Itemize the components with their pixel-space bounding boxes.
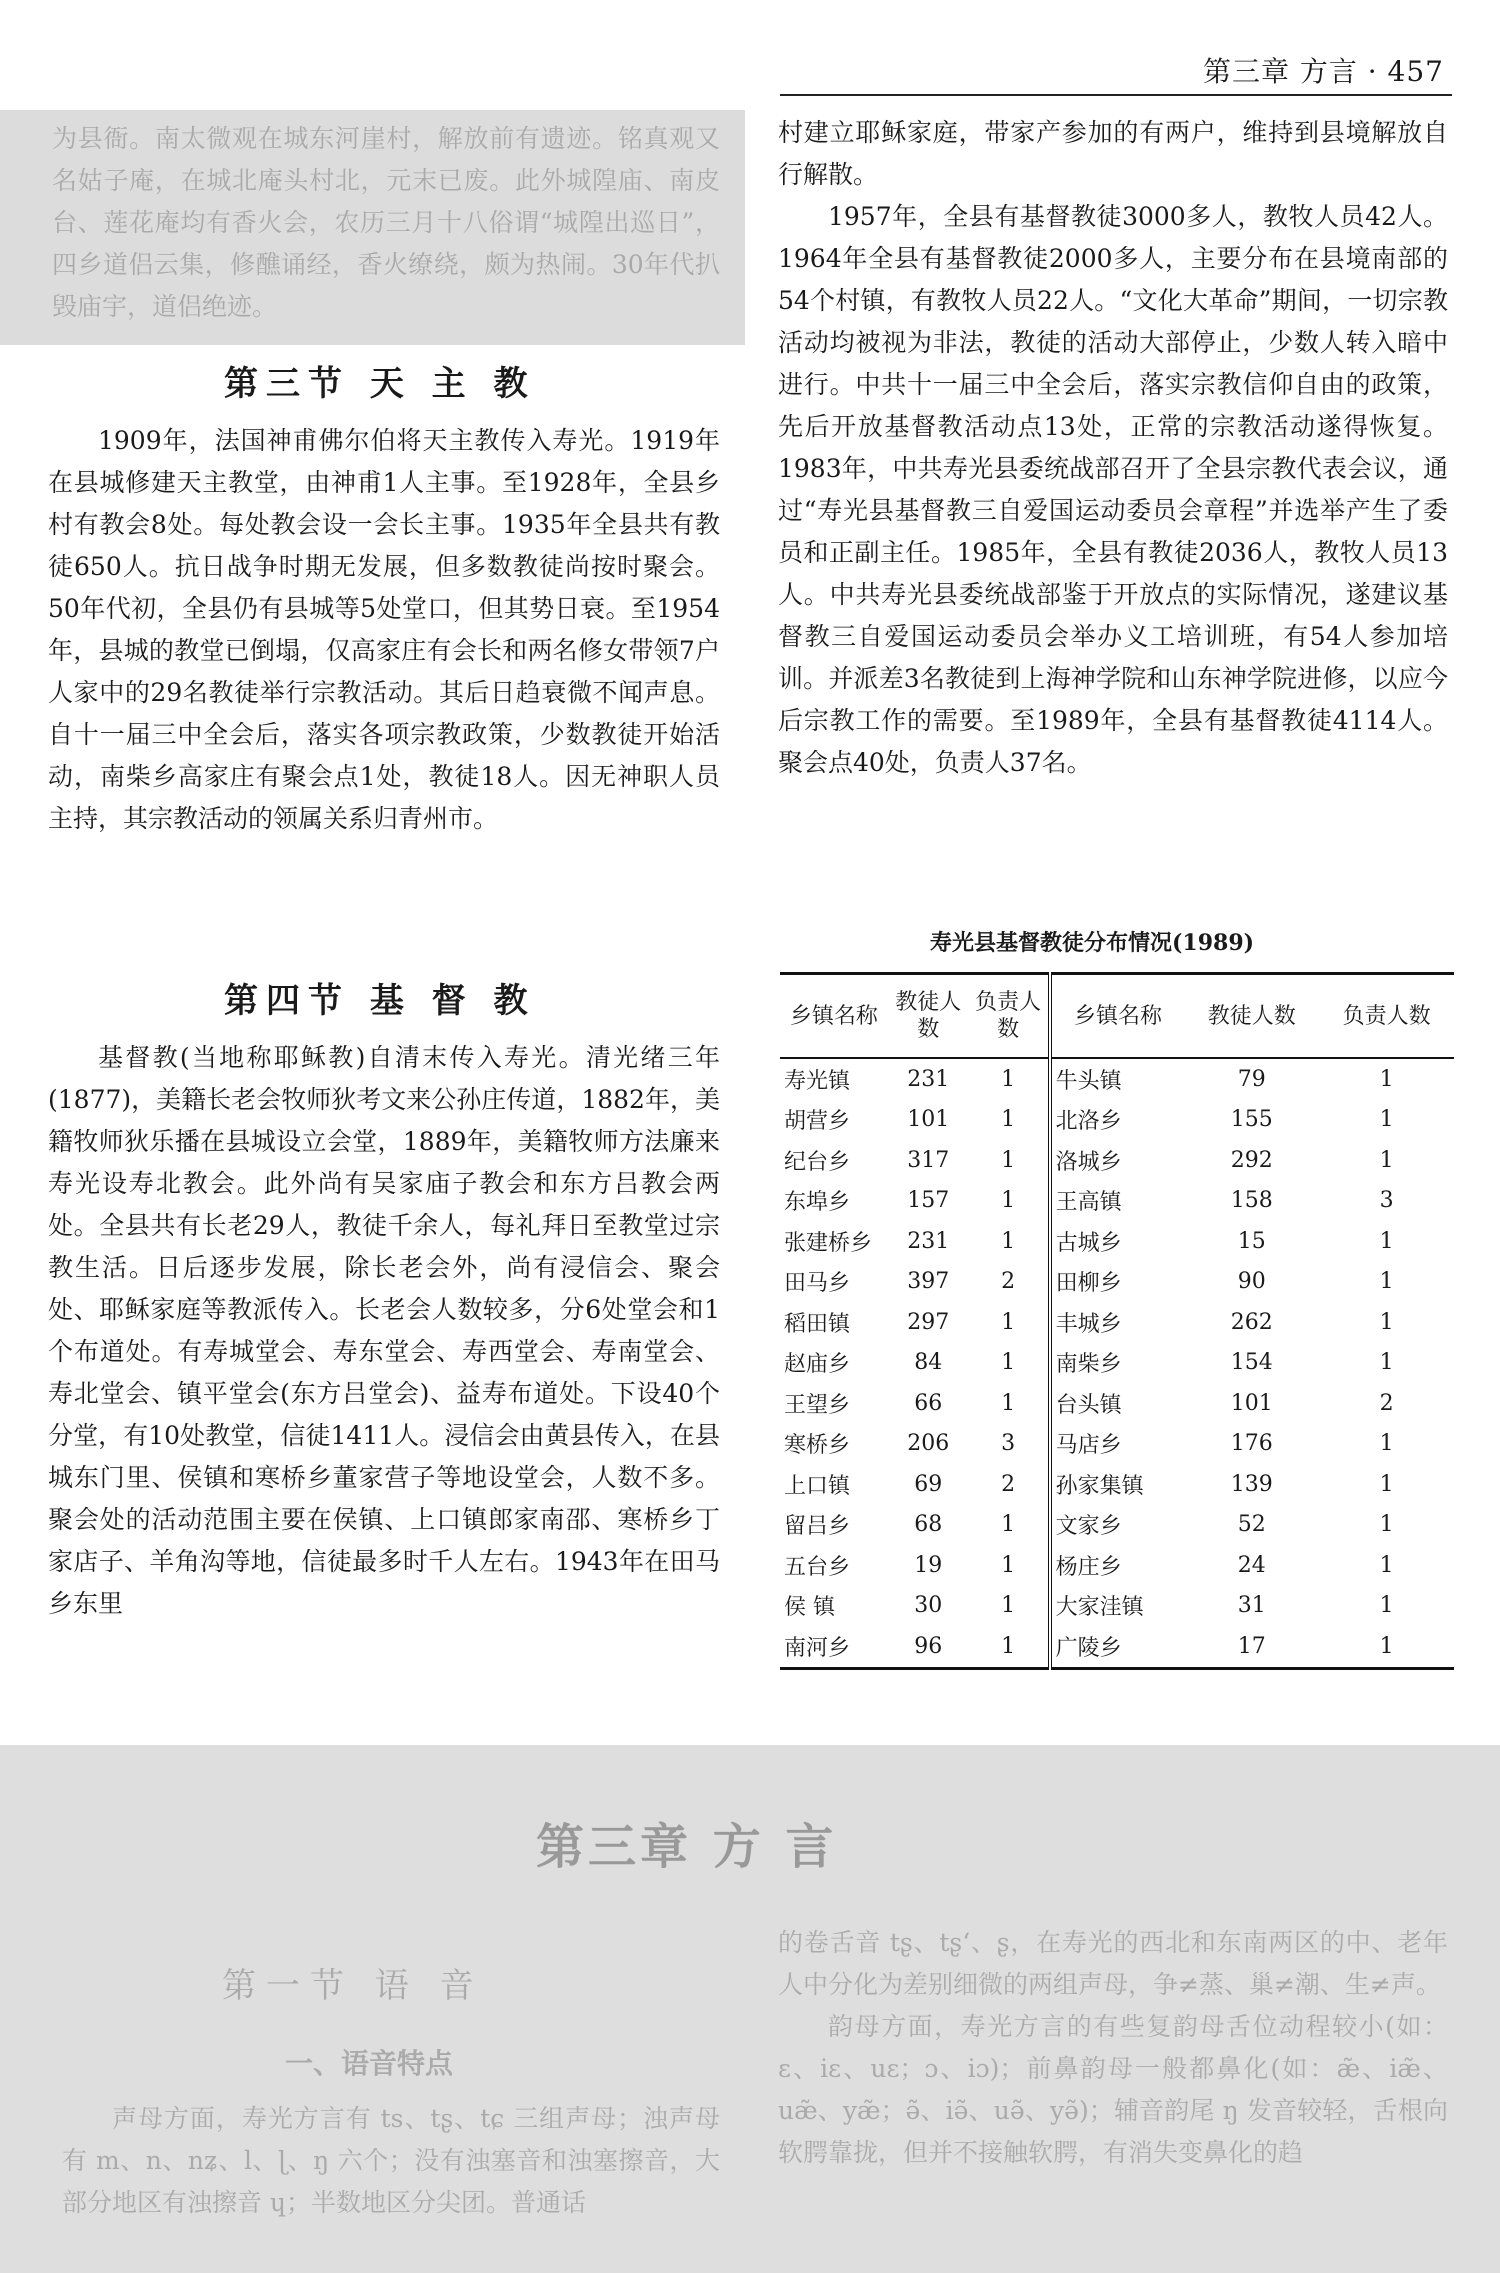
faded-right-paragraph-2: 韵母方面，寿光方言的有些复韵母舌位动程较小(如：ɛ、iɛ、uɛ；ɔ、iɔ)；前鼻韵母一般都鼻化(如：æ̃、iæ̃、uæ̃、yæ̃；ə̃、iə̃、uə̃、yə̃)；辅音韵尾 ŋ 发音较轻，舌根向软腭靠拢，但并不接触软腭，有消失变鼻化的趋 [778, 2012, 1448, 2167]
believers-cell: 397 [907, 1269, 950, 1295]
table-row [780, 1464, 1454, 1505]
town-cell: 台头镇 [1050, 1383, 1185, 1424]
leaders-cell: 1 [1379, 1269, 1394, 1295]
leaders-cell: 1 [1001, 1593, 1016, 1619]
table-header-row [780, 974, 1454, 1059]
leaders-cell: 1 [1001, 1390, 1016, 1416]
header-believers-1: 教徒人数 [888, 974, 969, 1059]
town-cell: 东埠乡 [784, 1190, 851, 1216]
page-number: 第三章 方言 · 457 [1202, 55, 1444, 88]
believers-cell: 52 [1237, 1512, 1266, 1538]
town-cell: 胡营乡 [784, 1109, 851, 1135]
leaders-cell: 1 [1001, 1309, 1016, 1335]
table-row [780, 1424, 1454, 1465]
leaders-cell: 1 [1001, 1350, 1016, 1376]
table-row [780, 1626, 1454, 1668]
leaders-cell: 1 [1379, 1431, 1394, 1457]
believers-cell: 68 [914, 1512, 943, 1538]
believers-cell: 231 [907, 1228, 950, 1254]
town-cell: 留吕乡 [784, 1514, 851, 1540]
believers-cell: 17 [1184, 1626, 1319, 1668]
header-town-1: 乡镇名称 [780, 974, 888, 1059]
town-cell: 北洛乡 [1050, 1100, 1185, 1141]
town-cell: 稻田镇 [784, 1311, 851, 1337]
town-cell: 文家乡 [1050, 1505, 1185, 1546]
leaders-cell: 1 [1379, 1350, 1394, 1376]
left-column-catholic [48, 420, 720, 840]
town-cell: 赵庙乡 [784, 1352, 851, 1378]
leaders-cell: 1 [1001, 1512, 1016, 1538]
table-caption: 寿光县基督教徒分布情况(1989) [930, 930, 1255, 956]
right-paragraph-2: 1957年，全县有基督教徒3000多人，教牧人员42人。1964年全县有基督教徒2000多人，主要分布在县境南部的54个村镇，有教牧人员22人。“文化大革命”期间，一切宗教活动均被视为非法，教徒的活动大部停止，少数人转入暗中进行。中共十一届三中全会后，落实宗教信仰自由的政策，先后开放基督教活动点13处，正常的宗教活动遂得恢复。1983年，中共寿光县委统战部召开了全县宗教代表会议，通过“寿光县基督教三自爱国运动委员会章程”并选举产生了委员和正副主任。1985年，全县有教徒2036人，教牧人员13人。中共寿光县委统战部鉴于开放点的实际情况，遂建议基督教三自爱国运动委员会举办义工培训班，有54人参加培训。并派差3名教徒到上海神学院和山东神学院进修，以应今后宗教工作的需要。至1989年，全县有基督教徒4114人。聚会点40处，负责人37名。 [778, 202, 1448, 777]
leaders-cell: 1 [1319, 1626, 1454, 1668]
believers-cell: 317 [907, 1147, 950, 1173]
believers-cell: 101 [1230, 1390, 1273, 1416]
leaders-cell: 1 [1001, 1552, 1016, 1578]
header-leaders-1: 负责人数 [969, 974, 1050, 1059]
faded-top-region [0, 110, 745, 345]
section-title-catholic: 第三节 天 主 教 [224, 364, 536, 404]
faded-paragraph: 为县衙。南太微观在城东河崖村，解放前有遗迹。铭真观又名姑子庵，在城北庵头村北，元末已废。此外城隍庙、南皮台、莲花庵均有香火会，农历三月十八俗谓“城隍出巡日”，四乡道侣云集，修醮诵经，香火缭绕，颇为热闹。30年代扒毁庙宇，道侣绝迹。 [52, 124, 720, 321]
believers-cell: 157 [907, 1188, 950, 1214]
table-row [780, 1302, 1454, 1343]
left-column-christian [48, 1037, 720, 1625]
table-row [780, 1100, 1454, 1141]
town-cell: 古城乡 [1050, 1221, 1185, 1262]
leaders-cell: 1 [1379, 1512, 1394, 1538]
believers-cell: 84 [914, 1350, 943, 1376]
believers-cell: 154 [1230, 1350, 1273, 1376]
believers-cell: 176 [1230, 1431, 1273, 1457]
table-row [780, 1262, 1454, 1303]
faded-left-text [62, 2098, 720, 2224]
believers-cell: 262 [1230, 1309, 1273, 1335]
believers-cell: 79 [1237, 1066, 1266, 1092]
section-title-phonetics: 第一节 语 音 [222, 1966, 484, 2006]
believers-cell: 231 [907, 1066, 950, 1092]
believers-cell: 292 [1230, 1147, 1273, 1173]
leaders-cell: 3 [1379, 1188, 1394, 1214]
town-cell: 孙家集镇 [1050, 1464, 1185, 1505]
believers-cell: 297 [907, 1309, 950, 1335]
town-cell: 南柴乡 [1050, 1343, 1185, 1384]
town-cell: 纪台乡 [784, 1149, 851, 1175]
town-cell: 牛头镇 [1050, 1058, 1185, 1100]
town-cell: 南河乡 [780, 1626, 888, 1668]
town-cell: 田马乡 [784, 1271, 851, 1297]
town-cell: 丰城乡 [1050, 1302, 1185, 1343]
leaders-cell: 3 [1001, 1431, 1016, 1457]
believers-cell: 24 [1237, 1552, 1266, 1578]
distribution-table [780, 972, 1454, 1670]
header-leaders-2: 负责人数 [1319, 974, 1454, 1059]
town-cell: 寒桥乡 [784, 1433, 851, 1459]
table-row [780, 1383, 1454, 1424]
leaders-cell: 1 [1379, 1593, 1394, 1619]
header-believers-2: 教徒人数 [1184, 974, 1319, 1059]
table-row [780, 1221, 1454, 1262]
leaders-cell: 1 [1001, 1228, 1016, 1254]
leaders-cell: 1 [1379, 1552, 1394, 1578]
town-cell: 五台乡 [784, 1554, 851, 1580]
catholic-paragraph: 1909年，法国神甫佛尔伯将天主教传入寿光。1919年在县城修建天主教堂，由神甫1人主事。至1928年，全县乡村有教会8处。每处教会设一会长主事。1935年全县共有教徒650人。抗日战争时期无发展，但多数教徒尚按时聚会。50年代初，全县仍有县城等5处堂口，但其势日衰。至1954年，县城的教堂已倒塌，仅高家庄有会长和两名修女带领7户人家中的29名教徒举行宗教活动。其后日趋衰微不闻声息。自十一届三中全会后，落实各项宗教政策，少数教徒开始活动，南柴乡高家庄有聚会点1处，教徒18人。因无神职人员主持，其宗教活动的领属关系归青州市。 [48, 426, 720, 833]
leaders-cell: 1 [1379, 1309, 1394, 1335]
table-row [780, 1058, 1454, 1100]
leaders-cell: 1 [1001, 1147, 1016, 1173]
christian-paragraph: 基督教(当地称耶稣教)自清末传入寿光。清光绪三年(1877)，美籍长老会牧师狄考文来公孙庄传道，1882年，美籍牧师狄乐播在县城设立会堂，1889年，美籍牧师方法廉来寿光设寿北教会。此外尚有吴家庙子教会和东方吕教会两处。全县共有长老29人，教徒千余人，每礼拜日至教堂过宗教生活。日后逐步发展，除长老会外，尚有浸信会、聚会处、耶稣家庭等教派传入。长老会人数较多，分6处堂会和1个布道处。有寿城堂会、寿东堂会、寿西堂会、寿南堂会、寿北堂会、镇平堂会(东方吕堂会)、益寿布道处。下设40个分堂，有10处教堂，信徒1411人。浸信会由黄县传入，在县城东门里、侯镇和寒桥乡董家营子等地设堂会，人数不多。聚会处的活动范围主要在侯镇、上口镇郎家南邵、寒桥乡丁家店子、羊角沟等地，信徒最多时千人左右。1943年在田马乡东里 [48, 1043, 720, 1618]
believers-cell: 158 [1230, 1188, 1273, 1214]
leaders-cell: 2 [1379, 1390, 1394, 1416]
leaders-cell: 2 [1001, 1269, 1016, 1295]
believers-cell: 139 [1230, 1471, 1273, 1497]
leaders-cell: 1 [1379, 1066, 1394, 1092]
believers-cell: 31 [1237, 1593, 1266, 1619]
believers-cell: 101 [907, 1107, 950, 1133]
town-cell: 寿光镇 [784, 1068, 851, 1094]
leaders-cell: 1 [1001, 1188, 1016, 1214]
header-town-2: 乡镇名称 [1050, 974, 1185, 1059]
town-cell: 侯 镇 [784, 1595, 835, 1621]
believers-cell: 19 [914, 1552, 943, 1578]
leaders-cell: 1 [1379, 1147, 1394, 1173]
table-row [780, 1505, 1454, 1546]
leaders-cell: 1 [1379, 1228, 1394, 1254]
town-cell: 王望乡 [784, 1392, 851, 1418]
town-cell: 上口镇 [784, 1473, 851, 1499]
chapter-title: 第三章 方 言 [536, 1819, 838, 1875]
table-row [780, 1586, 1454, 1627]
town-cell: 广陵乡 [1050, 1626, 1185, 1668]
believers-cell: 69 [914, 1471, 943, 1497]
leaders-cell: 2 [1001, 1471, 1016, 1497]
town-cell: 马店乡 [1050, 1424, 1185, 1465]
faded-left-paragraph: 声母方面，寿光方言有 ts、tʂ、tɕ 三组声母；浊声母有 m、n、nʑ、l、ɭ、ŋ 六个；没有浊塞音和浊塞擦音，大部分地区有浊擦音 ɥ；半数地区分尖团。普通话 [62, 2104, 720, 2217]
believers-cell: 30 [914, 1593, 943, 1619]
leaders-cell: 1 [1001, 1107, 1016, 1133]
town-cell: 张建桥乡 [784, 1230, 873, 1256]
table-row [780, 1140, 1454, 1181]
faded-right-paragraph-1: 的卷舌音 tʂ、tʂʻ、ʂ，在寿光的西北和东南两区的中、老年人中分化为差别细微的两组声母，争≠蒸、巢≠潮、生≠声。 [778, 1928, 1448, 1999]
faded-right-text [778, 1922, 1448, 2174]
believers-cell: 15 [1237, 1228, 1266, 1254]
running-header [780, 42, 1452, 96]
right-column [778, 112, 1448, 784]
believers-cell: 155 [1230, 1107, 1273, 1133]
leaders-cell: 1 [1379, 1107, 1394, 1133]
believers-cell: 96 [888, 1626, 969, 1668]
town-cell: 王高镇 [1050, 1181, 1185, 1222]
believers-cell: 66 [914, 1390, 943, 1416]
leaders-cell: 1 [1001, 1066, 1016, 1092]
section-title-christian: 第四节 基 督 教 [224, 981, 536, 1021]
table-row [780, 1343, 1454, 1384]
town-cell: 杨庄乡 [1050, 1545, 1185, 1586]
leaders-cell: 1 [969, 1626, 1050, 1668]
town-cell: 大家洼镇 [1050, 1586, 1185, 1627]
believers-cell: 206 [907, 1431, 950, 1457]
town-cell: 洛城乡 [1050, 1140, 1185, 1181]
table-row [780, 1181, 1454, 1222]
leaders-cell: 1 [1379, 1471, 1394, 1497]
believers-cell: 90 [1237, 1269, 1266, 1295]
table-row [780, 1545, 1454, 1586]
subsection-title: 一、语音特点 [285, 2047, 454, 2080]
town-cell: 田柳乡 [1050, 1262, 1185, 1303]
right-paragraph-1: 村建立耶稣家庭，带家产参加的有两户，维持到县境解放自行解散。 [778, 118, 1448, 189]
